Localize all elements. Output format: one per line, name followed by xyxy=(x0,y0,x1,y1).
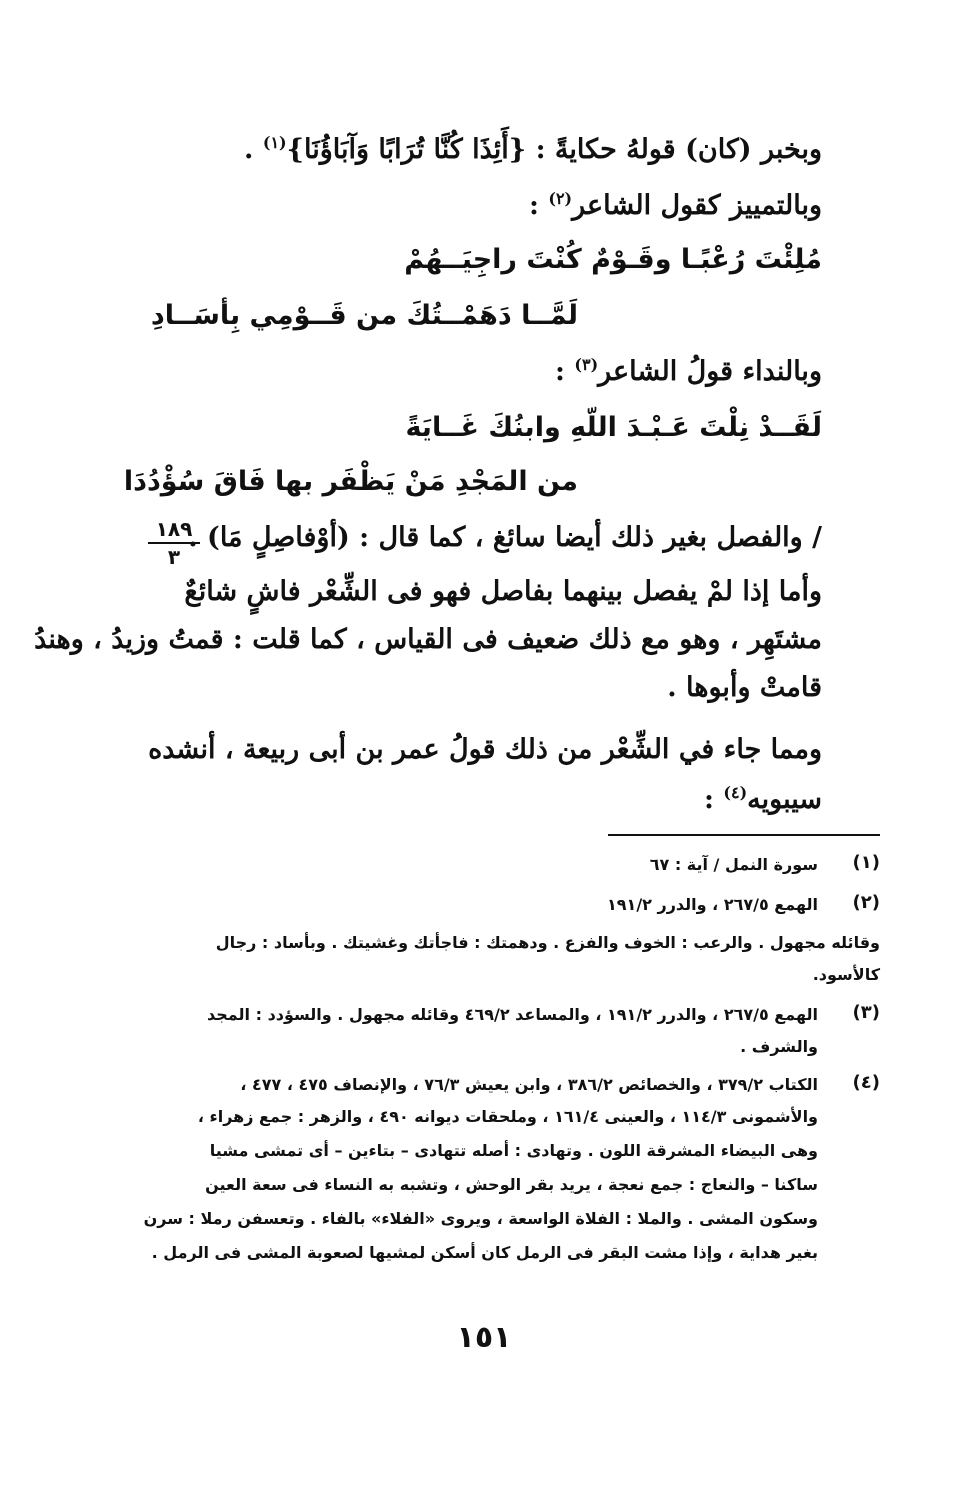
margin-page-reference xyxy=(148,518,200,568)
text: . xyxy=(244,134,263,165)
paragraph-2-line-2 xyxy=(704,780,822,820)
body-line-3 xyxy=(555,352,822,392)
footnote-2-text-3: كالأسود. xyxy=(812,965,880,984)
footnote-number-1: (١) xyxy=(852,852,880,873)
footnote-4-text-4: ساكنا – والنعاج : جمع نعجة ، يريد بقر الوحش ، وتشبه به النساء فى سعة العين xyxy=(205,1175,818,1194)
body-line-4: / والفصل بغير ذلك أيضا سائغ ، كما قال : (أوْفاصِلٍ مَا) . xyxy=(188,522,822,553)
paragraph-2-line-1: ومما جاء في الشِّعْر من ذلك قولُ عمر بن أبى ربيعة ، أنشده xyxy=(148,734,822,765)
footnote-ref-2: (٢) xyxy=(548,189,573,208)
margin-ref-divider xyxy=(148,542,200,544)
footnote-2-text-2: وقائله مجهول . والرعب : الخوف والفزع . ودهمتك : فاجأتك وغشيتك . وبأساد : رجال xyxy=(215,933,880,952)
footnote-number-2: (٢) xyxy=(852,892,880,913)
paragraph-1-line-1: وأما إذا لمْ يفصل بينهما بفاصل فهو فى الشِّعْر فاشٍ شائعٌ xyxy=(184,576,822,607)
page-number: ١٥١ xyxy=(456,1320,512,1355)
paragraph-1-line-2: مشتَهِر ، وهو مع ذلك ضعيف فى القياس ، كما قلت : قمتُ وزيدُ ، وهندُ xyxy=(34,624,822,655)
body-line-1 xyxy=(244,130,822,170)
margin-ref-bottom: ٣ xyxy=(167,545,181,569)
footnote-ref-3: (٣) xyxy=(574,355,599,374)
body-line-2 xyxy=(529,186,822,226)
footnote-3-text-2: والشرف . xyxy=(740,1037,818,1056)
footnote-2-text-1: الهمع ٢٦٧/٥ ، والدرر ١٩١/٢ xyxy=(607,895,818,914)
text: وبخبر (كان) قولهُ حكايةً : {أَئِذَا كُنَّا تُرَابًا وَآبَاؤُنَا} xyxy=(286,134,822,165)
footnote-ref-4: (٤) xyxy=(723,783,748,802)
footnote-4-text-1: الكتاب ٣٧٩/٢ ، والخصائص ٣٨٦/٢ ، وابن يعيش ٧٦/٣ ، والإنصاف ٤٧٥ ، ٤٧٧ ، xyxy=(240,1075,818,1094)
text: وبالنداء قولُ الشاعر xyxy=(598,356,822,387)
footnote-number-3: (٣) xyxy=(852,1002,880,1023)
text: : xyxy=(528,190,549,221)
poem-2-second-hemistich: من المَجْدِ مَنْ يَظْفَر بها فَاقَ سُؤْدُدَا xyxy=(123,466,578,497)
text: : xyxy=(704,784,724,815)
text: : xyxy=(555,356,575,387)
footnote-separator xyxy=(608,834,880,836)
footnote-number-4: (٤) xyxy=(852,1072,880,1093)
paragraph-1-line-3: قامتْ وأبوها . xyxy=(667,672,822,703)
footnote-4-text-3: وهى البيضاء المشرقة اللون . وتهادى : أصله تتهادى – بتاءين – أى تمشى مشيا xyxy=(209,1141,818,1160)
poem-1-second-hemistich: لَمَّــا دَهَمْــتُكَ من قَــوْمِي بِأسَــادِ xyxy=(150,300,578,331)
footnote-4-text-5: وسكون المشى . والملا : الفلاة الواسعة ، ويروى «الفلاء» بالفاء . وتعسفن رملا : سرن xyxy=(143,1209,818,1228)
text: سيبويه xyxy=(747,784,822,815)
footnote-4-text-6: بغير هداية ، وإذا مشت البقر فى الرمل كان أسكن لمشيها لصعوبة المشى فى الرمل . xyxy=(151,1243,818,1262)
margin-ref-top: ١٨٩ xyxy=(155,517,193,541)
text: وبالتمييز كقول الشاعر xyxy=(572,190,822,221)
footnote-4-text-2: والأشمونى ١١٤/٣ ، والعينى ١٦١/٤ ، وملحقات ديوانه ٤٩٠ ، والزهر : جمع زهراء ، xyxy=(197,1107,818,1126)
poem-2-first-hemistich: لَقَــدْ نِلْتَ عَـبْـدَ اللّهِ وابنُكَ غَــايَةً xyxy=(405,412,822,443)
footnote-1-text: سورة النمل / آية : ٦٧ xyxy=(649,855,818,874)
footnote-ref-1: (١) xyxy=(262,133,287,152)
footnote-3-text-1: الهمع ٢٦٧/٥ ، والدرر ١٩١/٢ ، والمساعد ٤٦٩/٢ وقائله مجهول . والسؤدد : المجد xyxy=(207,1005,818,1024)
poem-1-first-hemistich: مُلِئْتَ رُعْبًـا وقَـوْمٌ كُنْتَ راجِيَــهُمْ xyxy=(404,244,822,275)
